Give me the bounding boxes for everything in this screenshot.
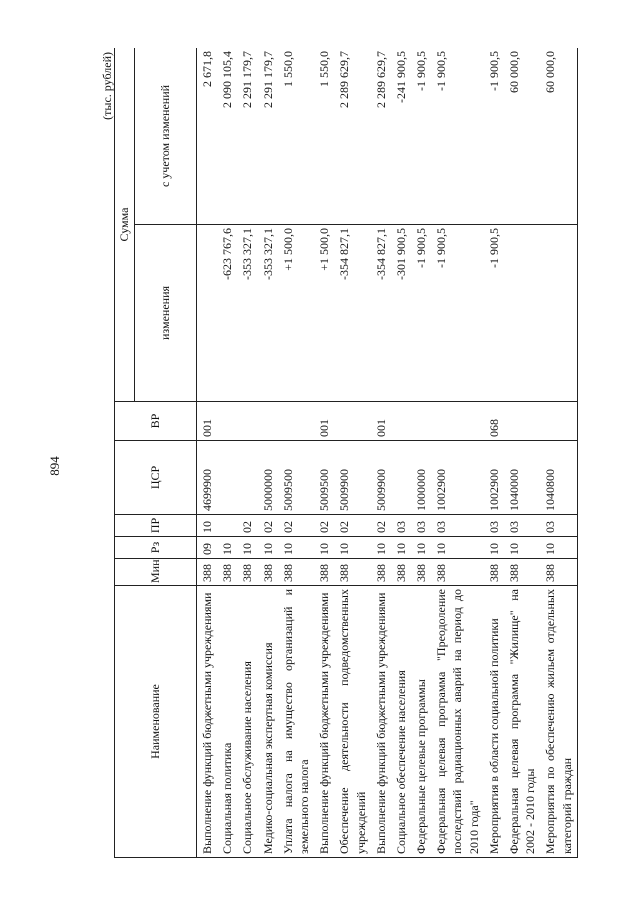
cell-pr: 02 [237, 515, 257, 537]
cell-pr: 02 [334, 515, 370, 537]
rotated-page [98, 48, 598, 858]
table-row [540, 48, 577, 858]
cell-change: -623 767,6 [217, 225, 237, 402]
cell-change: -1 900,5 [431, 225, 484, 402]
header-with-change: с учетом изменений [135, 48, 197, 225]
table-row [217, 48, 237, 858]
header-pr: ПР [115, 515, 197, 537]
cell-change: -353 327,1 [237, 225, 257, 402]
cell-rz: 10 [484, 537, 504, 559]
table-row [484, 48, 504, 858]
cell-change: +1 500,0 [314, 225, 334, 402]
cell-pr: 02 [258, 515, 278, 537]
cell-rz: 10 [371, 537, 391, 559]
cell-min: 388 [431, 559, 484, 586]
cell-total: 2 090 105,4 [217, 48, 237, 225]
cell-name: Федеральная целевая программа "Преодоление последствий радиационных аварий на период до 2010 года" [431, 586, 484, 858]
cell-csr: 1002900 [484, 441, 504, 515]
cell-change [504, 225, 540, 402]
cell-min: 388 [197, 559, 218, 586]
cell-rz: 10 [278, 537, 314, 559]
cell-name: Федеральная целевая программа "Жилище" на 2002 - 2010 годы [504, 586, 540, 858]
cell-name: Федеральные целевые программы [411, 586, 431, 858]
cell-csr: 5009900 [334, 441, 370, 515]
cell-min: 388 [391, 559, 411, 586]
cell-name: Уплата налога на имущество организаций и земельного налога [278, 586, 314, 858]
cell-csr: 1040000 [504, 441, 540, 515]
cell-csr: 5009500 [278, 441, 314, 515]
table-row [391, 48, 411, 858]
cell-csr: 1002900 [431, 441, 484, 515]
header-sum: Сумма [115, 48, 135, 402]
cell-csr [391, 441, 411, 515]
cell-rz: 10 [258, 537, 278, 559]
cell-pr: 02 [278, 515, 314, 537]
cell-pr: 03 [540, 515, 577, 537]
cell-min: 388 [278, 559, 314, 586]
cell-csr: 1000000 [411, 441, 431, 515]
units-label: (тыс. рублей) [100, 52, 114, 120]
cell-pr: 03 [411, 515, 431, 537]
cell-vr [237, 402, 257, 441]
page-content [98, 48, 598, 858]
header-name: Наименование [115, 586, 197, 858]
cell-total: -1 900,5 [411, 48, 431, 225]
cell-total: 2 289 629,7 [334, 48, 370, 225]
cell-rz: 10 [334, 537, 370, 559]
table-row [334, 48, 370, 858]
table-row [278, 48, 314, 858]
cell-name: Мероприятия в области социальной политики [484, 586, 504, 858]
cell-rz: 10 [314, 537, 334, 559]
cell-csr [237, 441, 257, 515]
header-rz: Рз [115, 537, 197, 559]
table-row [258, 48, 278, 858]
header-min: Мин [115, 559, 197, 586]
table-row [411, 48, 431, 858]
cell-csr: 5000000 [258, 441, 278, 515]
cell-vr [411, 402, 431, 441]
cell-name: Мероприятия по обеспечению жильем отдельных категорий граждан [540, 586, 577, 858]
cell-min: 388 [504, 559, 540, 586]
cell-min: 388 [237, 559, 257, 586]
table-row [237, 48, 257, 858]
budget-table [114, 48, 578, 858]
table-row [197, 48, 218, 858]
cell-vr: 001 [197, 402, 218, 441]
cell-csr: 5009500 [314, 441, 334, 515]
cell-total: 2 291 179,7 [258, 48, 278, 225]
cell-change: -301 900,5 [391, 225, 411, 402]
cell-name: Социальная политика [217, 586, 237, 858]
header-csr: ЦСР [115, 441, 197, 515]
cell-pr: 02 [371, 515, 391, 537]
cell-vr [504, 402, 540, 441]
cell-vr [334, 402, 370, 441]
cell-vr [278, 402, 314, 441]
cell-change [540, 225, 577, 402]
cell-name: Выполнение функций бюджетными учреждениями [314, 586, 334, 858]
cell-total: 2 671,8 [197, 48, 218, 225]
table-row [504, 48, 540, 858]
cell-vr [258, 402, 278, 441]
cell-change [197, 225, 218, 402]
cell-vr [391, 402, 411, 441]
cell-name: Медико-социальная экспертная комиссия [258, 586, 278, 858]
cell-pr: 03 [504, 515, 540, 537]
cell-vr: 068 [484, 402, 504, 441]
cell-min: 388 [258, 559, 278, 586]
cell-rz: 10 [431, 537, 484, 559]
cell-total: 1 550,0 [278, 48, 314, 225]
cell-change: -1 900,5 [484, 225, 504, 402]
cell-min: 388 [217, 559, 237, 586]
cell-min: 388 [484, 559, 504, 586]
cell-vr: 001 [371, 402, 391, 441]
cell-vr [217, 402, 237, 441]
cell-total: -241 900,5 [391, 48, 411, 225]
cell-total: 1 550,0 [314, 48, 334, 225]
cell-csr: 5009900 [371, 441, 391, 515]
cell-change: -353 327,1 [258, 225, 278, 402]
cell-vr [540, 402, 577, 441]
cell-rz: 10 [217, 537, 237, 559]
cell-rz: 09 [197, 537, 218, 559]
cell-total: -1 900,5 [431, 48, 484, 225]
cell-csr: 4699900 [197, 441, 218, 515]
cell-total: 2 289 629,7 [371, 48, 391, 225]
cell-min: 388 [371, 559, 391, 586]
cell-name: Социальное обеспечение населения [391, 586, 411, 858]
cell-total: 2 291 179,7 [237, 48, 257, 225]
cell-min: 388 [314, 559, 334, 586]
cell-csr [217, 441, 237, 515]
cell-rz: 10 [540, 537, 577, 559]
cell-total: 60 000,0 [504, 48, 540, 225]
cell-min: 388 [411, 559, 431, 586]
cell-min: 388 [540, 559, 577, 586]
cell-rz: 10 [504, 537, 540, 559]
cell-name: Выполнение функций бюджетными учреждениями [371, 586, 391, 858]
cell-change: -354 827,1 [371, 225, 391, 402]
cell-pr: 03 [391, 515, 411, 537]
cell-rz: 10 [237, 537, 257, 559]
table-row [431, 48, 484, 858]
cell-total: -1 900,5 [484, 48, 504, 225]
cell-name: Обеспечение деятельности подведомственных учреждений [334, 586, 370, 858]
table-row [314, 48, 334, 858]
cell-change: -1 900,5 [411, 225, 431, 402]
table-row [371, 48, 391, 858]
cell-csr: 1040800 [540, 441, 577, 515]
cell-change: +1 500,0 [278, 225, 314, 402]
cell-name: Социальное обслуживание населения [237, 586, 257, 858]
cell-rz: 10 [391, 537, 411, 559]
cell-vr [431, 402, 484, 441]
cell-change: -354 827,1 [334, 225, 370, 402]
cell-pr: 03 [431, 515, 484, 537]
cell-total: 60 000,0 [540, 48, 577, 225]
cell-vr: 001 [314, 402, 334, 441]
cell-rz: 10 [411, 537, 431, 559]
header-vr: ВР [115, 402, 197, 441]
cell-pr: 02 [314, 515, 334, 537]
header-change: изменения [135, 225, 197, 402]
cell-pr [217, 515, 237, 537]
cell-pr: 03 [484, 515, 504, 537]
page-number: 894 [47, 456, 62, 476]
cell-name: Выполнение функций бюджетными учреждениями [197, 586, 218, 858]
cell-min: 388 [334, 559, 370, 586]
cell-pr: 10 [197, 515, 218, 537]
